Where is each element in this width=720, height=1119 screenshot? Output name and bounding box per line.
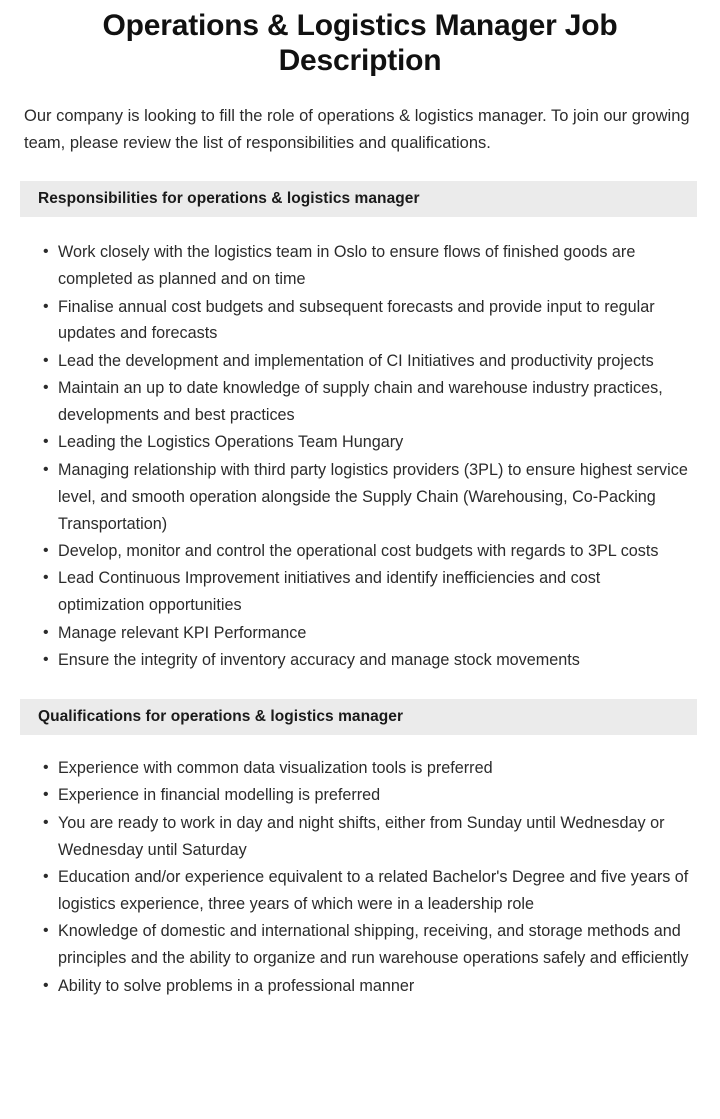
list-item: • Lead the development and implementation of CI Initiatives and productivity projects: [58, 348, 691, 375]
section-header-responsibilities: [20, 181, 697, 217]
section-heading-label: Qualifications for operations & logistics manager: [38, 708, 404, 726]
list-item: • Leading the Logistics Operations Team Hungary: [58, 429, 691, 456]
intro-paragraph: Our company is looking to fill the role of operations & logistics manager. To join our growing team, please review the list of responsibilities and qualifications.: [24, 106, 690, 152]
list-item: • Knowledge of domestic and international shipping, receiving, and storage methods and principles and the ability to organize and run warehouse operations safely and efficiently: [58, 918, 691, 972]
list-item: • Managing relationship with third party logistics providers (3PL) to ensure highest service level, and smooth operation alongside the Supply Chain (Warehousing, Co-Packing Transportation): [58, 457, 691, 538]
list-item: • Experience in financial modelling is preferred: [58, 782, 691, 809]
list-item: • You are ready to work in day and night shifts, either from Sunday until Wednesday or Wednesday until Saturday: [58, 810, 691, 864]
section-responsibilities: [0, 181, 720, 674]
list-item: • Ability to solve problems in a professional manner: [58, 973, 691, 1000]
list-item: • Work closely with the logistics team in Oslo to ensure flows of finished goods are completed as planned and on time: [58, 239, 691, 293]
responsibilities-list: [0, 217, 720, 674]
list-item: • Finalise annual cost budgets and subsequent forecasts and provide input to regular updates and forecasts: [58, 294, 691, 348]
qualifications-list: [0, 735, 720, 1000]
list-item: • Manage relevant KPI Performance: [58, 620, 691, 647]
section-heading-label: Responsibilities for operations & logistics manager: [38, 190, 420, 208]
list-item: • Ensure the integrity of inventory accuracy and manage stock movements: [58, 647, 691, 674]
list-item: • Education and/or experience equivalent to a related Bachelor's Degree and five years of logistics experience, three years of which were in a leadership role: [58, 864, 691, 918]
list-item: • Experience with common data visualization tools is preferred: [58, 755, 691, 782]
list-item: • Develop, monitor and control the operational cost budgets with regards to 3PL costs: [58, 538, 691, 565]
list-item: • Maintain an up to date knowledge of supply chain and warehouse industry practices, developments and best practices: [58, 375, 691, 429]
list-item: • Lead Continuous Improvement initiatives and identify inefficiencies and cost optimization opportunities: [58, 565, 691, 619]
section-header-qualifications: [20, 699, 697, 735]
section-qualifications: [0, 699, 720, 1000]
page-title: Operations & Logistics Manager Job Description: [102, 9, 618, 78]
